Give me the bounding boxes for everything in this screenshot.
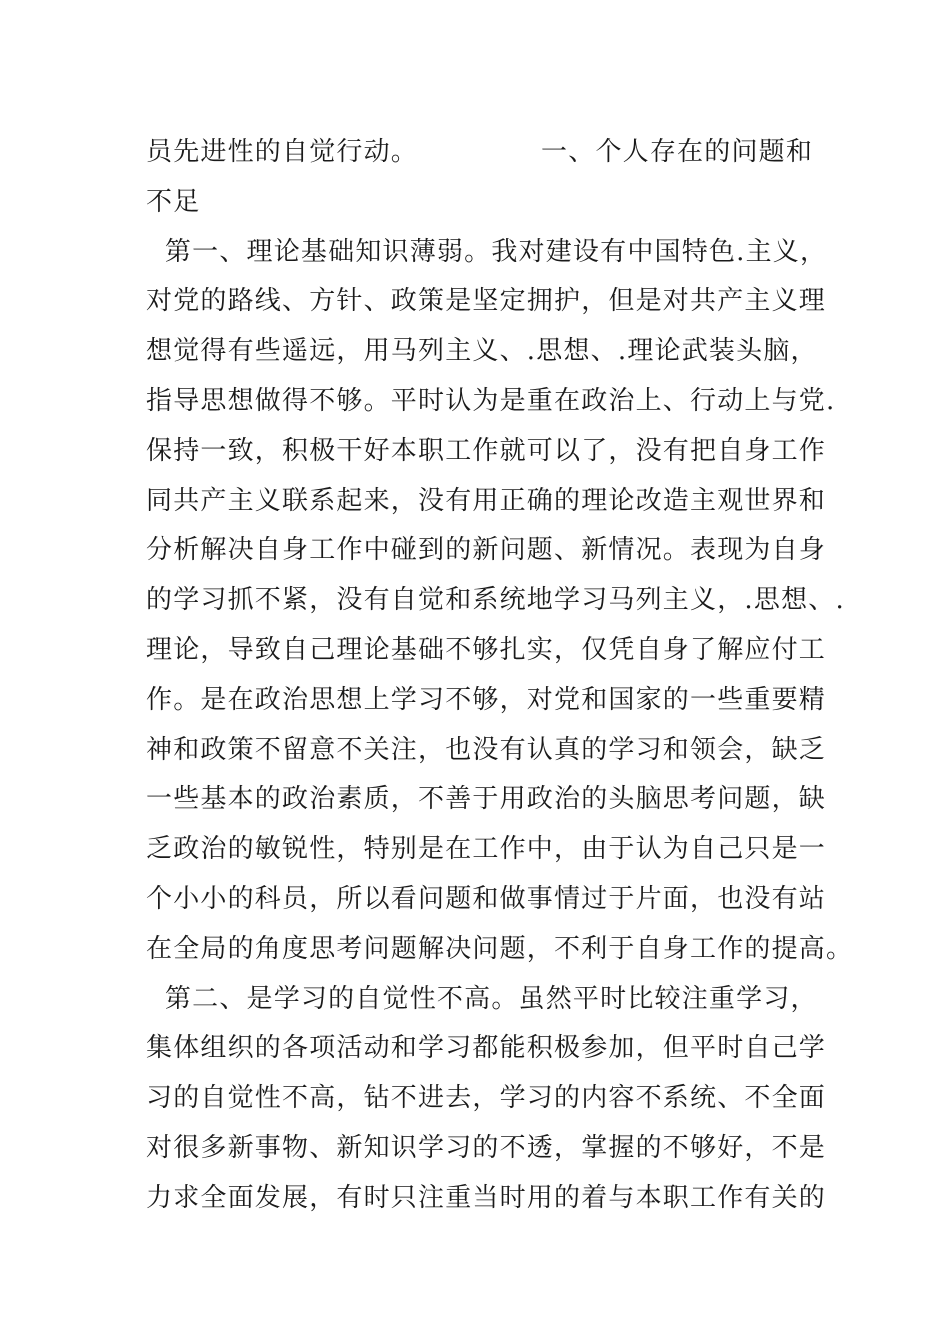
text-line: 在全局的角度思考问题解决问题，不利于自身工作的提高。	[146, 933, 854, 964]
text-line: 理论，导致自己理论基础不够扎实，仅凭自身了解应付工	[146, 634, 827, 665]
text-line: 习的自觉性不高，钻不进去，学习的内容不系统、不全面	[146, 1083, 827, 1114]
text-line: 想觉得有些遥远，用马列主义、.思想、.理论武装头脑，	[146, 336, 818, 367]
text-line: 指导思想做得不够。平时认为是重在政治上、行动上与党.	[146, 385, 836, 416]
text-line: 分析解决自身工作中碰到的新问题、新情况。表现为自身	[146, 535, 827, 566]
text-line: 不足	[146, 186, 201, 217]
text-line: 一些基本的政治素质，不善于用政治的头脑思考问题，缺	[146, 784, 827, 815]
text-line: 同共产主义联系起来，没有用正确的理论改造主观世界和	[146, 485, 827, 516]
text-line: 力求全面发展，有时只注重当时用的着与本职工作有关的	[146, 1182, 827, 1213]
text-line: 的学习抓不紧，没有自觉和系统地学习马列主义，.思想、.	[146, 585, 845, 616]
text-line: 对党的路线、方针、政策是坚定拥护，但是对共产主义理	[146, 286, 827, 317]
text-line: 个小小的科员，所以看问题和做事情过于片面，也没有站	[146, 883, 827, 914]
text-line: 神和政策不留意不关注，也没有认真的学习和领会，缺乏	[146, 734, 827, 765]
text-line: 乏政治的敏锐性，特别是在工作中，由于认为自己只是一	[146, 834, 827, 865]
text-line: 对很多新事物、新知识学习的不透，掌握的不够好，不是	[146, 1132, 827, 1163]
text-line: 员先进性的自觉行动。 一、个人存在的问题和	[146, 137, 814, 167]
document-body	[146, 128, 854, 1224]
text-line: 第二、是学习的自觉性不高。虽然平时比较注重学习，	[146, 983, 818, 1014]
text-line: 作。是在政治思想上学习不够，对党和国家的一些重要精	[146, 684, 827, 715]
text-line: 集体组织的各项活动和学习都能积极参加，但平时自己学	[146, 1033, 827, 1064]
text-line: 第一、理论基础知识薄弱。我对建设有中国特色.主义，	[146, 236, 828, 267]
text-line: 保持一致，积极干好本职工作就可以了，没有把自身工作	[146, 435, 827, 466]
